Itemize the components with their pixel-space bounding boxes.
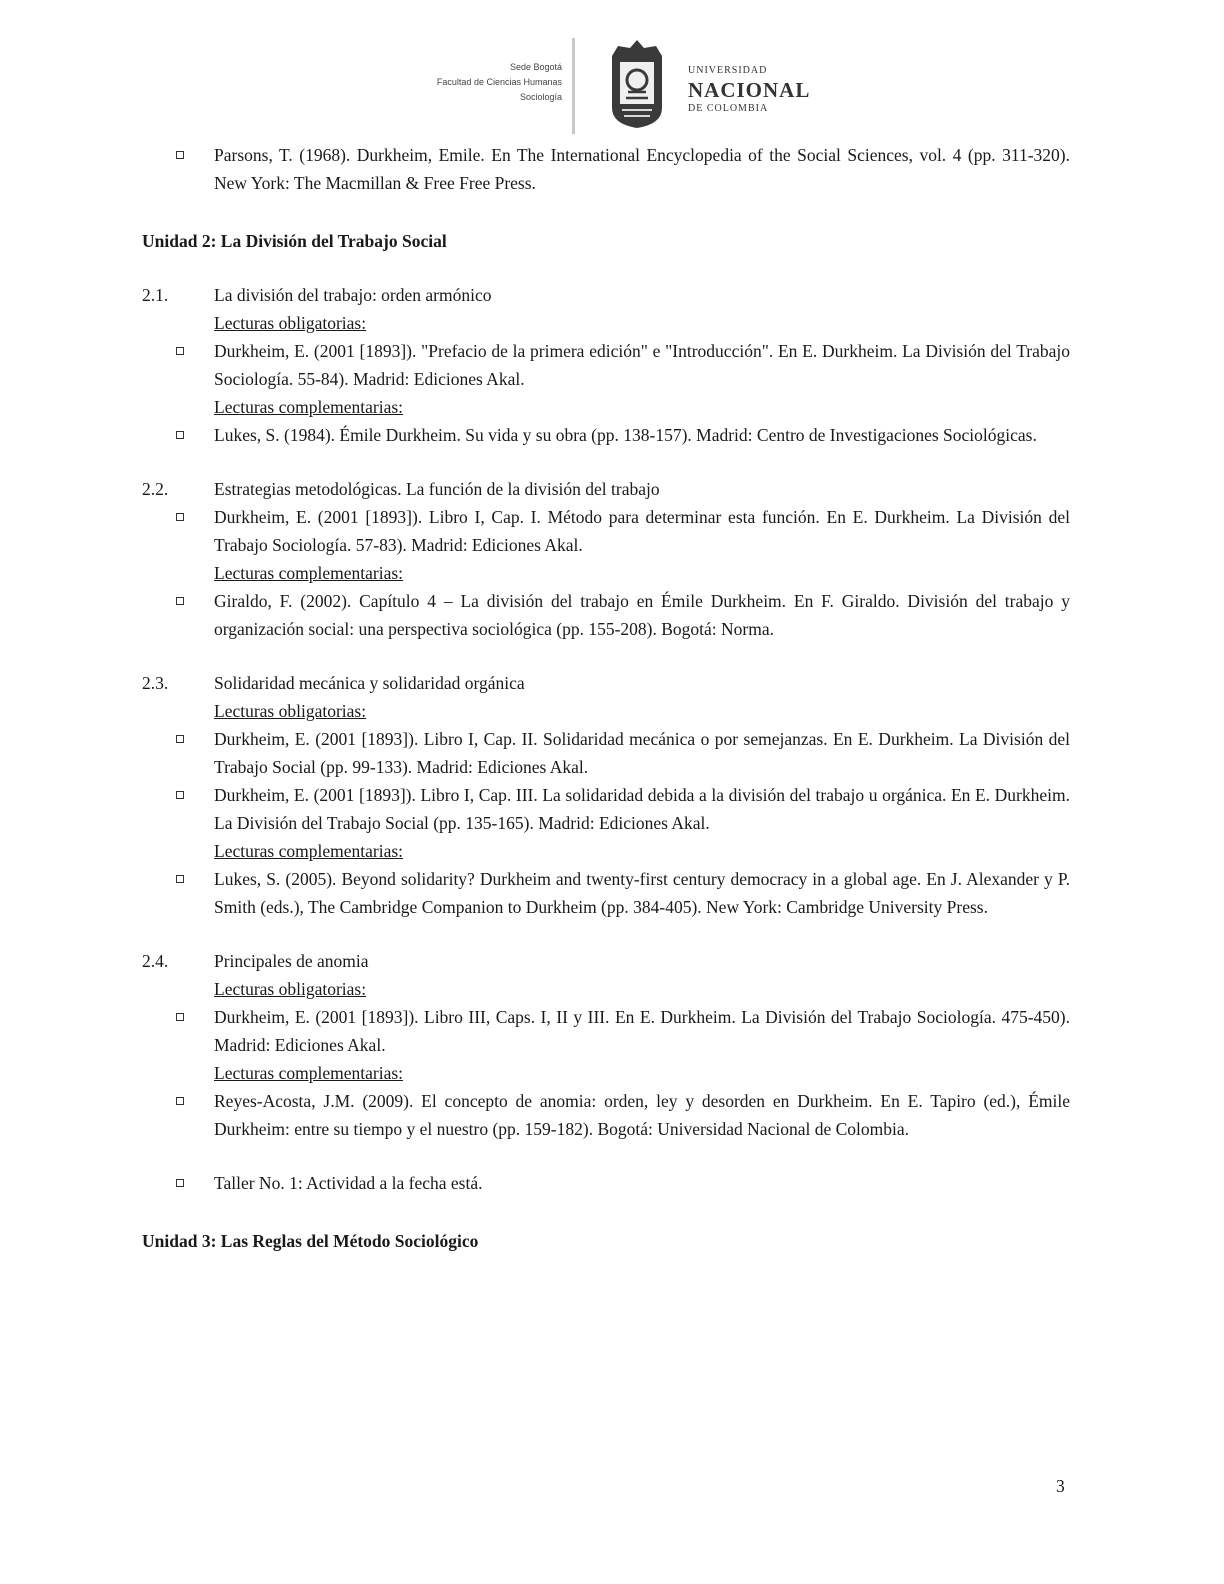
readings-label: Lecturas complementarias: <box>214 563 404 583</box>
workshop-text: Taller No. 1: Actividad a la fecha está. <box>214 1173 483 1193</box>
page-header <box>0 30 1224 136</box>
page-number: 3 <box>1056 1476 1065 1496</box>
readings-label: Lecturas obligatorias: <box>214 313 367 333</box>
readings-label: Lecturas complementarias: <box>214 841 404 861</box>
university-name-line1: UNIVERSIDAD <box>688 65 768 76</box>
reference-item <box>142 587 1070 643</box>
section-2-1 <box>142 281 1070 449</box>
reference-text: Durkheim, E. (2001 [1893]). Libro I, Cap. I. Método para determinar esta función. En E. Durkheim. La División del Trabajo Sociología. 57-83). Madrid: Ediciones Akal. <box>214 507 1070 555</box>
reference-text: Durkheim, E. (2001 [1893]). Libro I, Cap. II. Solidaridad mecánica o por semejanzas. En E. Durkheim. La División del Trabajo Social (pp. 99-133). Madrid: Ediciones Akal. <box>214 729 1070 777</box>
section-number: 2.2. <box>142 479 169 499</box>
reference-text: Parsons, T. (1968). Durkheim, Emile. En The International Encyclopedia of the Social Sciences, vol. 4 (pp. 311-320). New York: The Macmillan & Free Free Press. <box>214 145 1070 193</box>
unit-3-title: Unidad 3: Las Reglas del Método Sociológico <box>142 1231 479 1251</box>
reference-text: Durkheim, E. (2001 [1893]). "Prefacio de la primera edición" e "Introducción". En E. Durkheim. La División del Trabajo Sociología. 55-84). Madrid: Ediciones Akal. <box>214 341 1070 389</box>
readings-label: Lecturas complementarias: <box>214 397 404 417</box>
square-bullet-icon <box>176 875 184 883</box>
reference-item <box>142 141 1070 197</box>
reference-item <box>142 865 1070 921</box>
reference-item <box>142 1003 1070 1059</box>
readings-label: Lecturas obligatorias: <box>214 701 367 721</box>
square-bullet-icon <box>176 513 184 521</box>
university-name-line3: DE COLOMBIA <box>688 103 769 114</box>
reference-item <box>142 1087 1070 1143</box>
reference-item <box>142 503 1070 559</box>
section-2-2 <box>142 475 1070 643</box>
section-title: Solidaridad mecánica y solidaridad orgánica <box>214 673 525 693</box>
reference-item <box>142 781 1070 837</box>
section-number: 2.1. <box>142 285 169 305</box>
faculty-info-line: Facultad de Ciencias Humanas <box>436 77 562 87</box>
square-bullet-icon <box>176 735 184 743</box>
faculty-info-line: Sede Bogotá <box>509 62 562 72</box>
reference-text: Giraldo, F. (2002). Capítulo 4 – La división del trabajo en Émile Durkheim. En F. Giraldo. División del trabajo y organización social: una perspectiva sociológica (pp. 155-208). Bogotá: Norma. <box>214 591 1070 639</box>
reference-item <box>142 421 1070 449</box>
square-bullet-icon <box>176 791 184 799</box>
university-name-line2: NACIONAL <box>688 78 811 102</box>
section-2-4 <box>142 947 1070 1143</box>
university-name <box>688 64 810 116</box>
readings-label: Lecturas complementarias: <box>214 1063 404 1083</box>
unit-2-title: Unidad 2: La División del Trabajo Social <box>142 231 447 251</box>
faculty-info <box>437 60 562 105</box>
reference-item <box>142 725 1070 781</box>
section-number: 2.3. <box>142 673 169 693</box>
reference-text: Reyes-Acosta, J.M. (2009). El concepto de anomia: orden, ley y desorden en Durkheim. En E. Tapiro (ed.), Émile Durkheim: entre su tiempo y el nuestro (pp. 159-182). Bogotá: Universidad Nacional de Colombia. <box>214 1091 1070 1139</box>
square-bullet-icon <box>176 1097 184 1105</box>
reference-text: Lukes, S. (2005). Beyond solidarity? Durkheim and twenty-first century democracy in a global age. En J. Alexander y P. Smith (eds.), The Cambridge Companion to Durkheim (pp. 384-405). New York: Cambridge University Press. <box>214 869 1070 917</box>
square-bullet-icon <box>176 347 184 355</box>
section-title: Principales de anomia <box>214 951 369 971</box>
section-title: La división del trabajo: orden armónico <box>214 285 492 305</box>
reference-text: Durkheim, E. (2001 [1893]). Libro III, Caps. I, II y III. En E. Durkheim. La División del Trabajo Sociología. 475-450). Madrid: Ediciones Akal. <box>214 1007 1070 1055</box>
section-number: 2.4. <box>142 951 169 971</box>
university-crest-icon <box>604 38 670 130</box>
square-bullet-icon <box>176 1013 184 1021</box>
reference-text: Durkheim, E. (2001 [1893]). Libro I, Cap. III. La solidaridad debida a la división del trabajo u orgánica. En E. Durkheim. La División del Trabajo Social (pp. 135-165). Madrid: Ediciones Akal. <box>214 785 1070 833</box>
section-2-3 <box>142 669 1070 921</box>
reference-item <box>142 337 1070 393</box>
workshop-item <box>142 1169 1070 1197</box>
faculty-info-line: Sociología <box>519 92 562 102</box>
square-bullet-icon <box>176 431 184 439</box>
section-title: Estrategias metodológicas. La función de la división del trabajo <box>214 479 660 499</box>
square-bullet-icon <box>176 597 184 605</box>
reference-text: Lukes, S. (1984). Émile Durkheim. Su vida y su obra (pp. 138-157). Madrid: Centro de Investigaciones Sociológicas. <box>214 425 1037 445</box>
header-divider <box>572 38 575 134</box>
square-bullet-icon <box>176 151 184 159</box>
square-bullet-icon <box>176 1179 184 1187</box>
document-body <box>142 141 1070 1281</box>
readings-label: Lecturas obligatorias: <box>214 979 367 999</box>
